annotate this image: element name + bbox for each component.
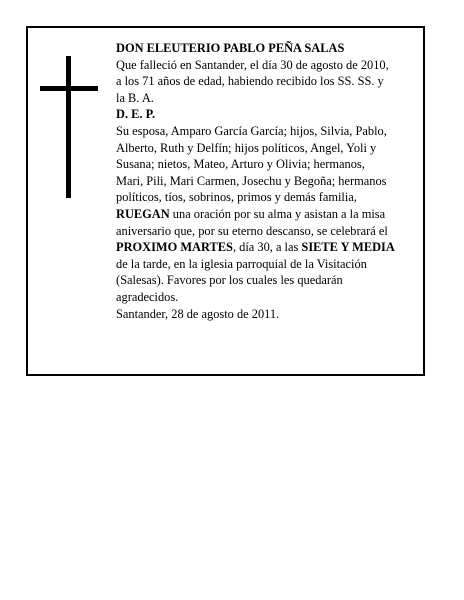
death-line-2: a los 71 años de edad, habiendo recibido los SS. SS. y	[116, 74, 384, 89]
proximo-martes: PROXIMO MARTES	[116, 240, 233, 255]
family-line-1: Su esposa, Amparo García García; hijos, Silvia, Pablo,	[116, 123, 387, 138]
proximo-martes-line	[116, 239, 422, 256]
deceased-name: DON ELEUTERIO PABLO PEÑA SALAS	[116, 41, 345, 55]
death-line-3: la B. A.	[116, 90, 154, 105]
cross-vertical-bar	[66, 56, 71, 198]
death-line-1: Que falleció en Santander, el día 30 de agosto de 2010,	[116, 57, 389, 72]
ruegan-line	[116, 206, 422, 223]
family-line-3: Susana; nietos, Mateo, Arturo y Olivia; hermanos,	[116, 157, 365, 172]
mass-line-2: de la tarde, en la iglesia parroquial de la Visitación	[116, 256, 367, 271]
mass-line-3: (Salesas). Favores por los cuales les quedarán	[116, 273, 343, 288]
cross-icon	[40, 56, 98, 198]
cross-horizontal-bar	[40, 86, 98, 91]
mass-line-1: aniversario que, por su eterno descanso, se celebrará el	[116, 223, 388, 238]
notice-text	[116, 40, 422, 322]
mass-line-4: agradecidos.	[116, 289, 179, 304]
family-line-5: políticos, tíos, sobrinos, primos y demás familia,	[116, 190, 357, 205]
siete-y-media: SIETE Y MEDIA	[301, 240, 395, 255]
ruegan-word: RUEGAN	[116, 206, 170, 221]
ruegan-rest: una oración por su alma y asistan a la misa	[169, 206, 386, 221]
family-line-2: Alberto, Ruth y Delfín; hijos políticos, Angel, Yoli y	[116, 140, 377, 155]
dep-line: D. E. P.	[116, 107, 156, 122]
day-text: , día 30, a las	[232, 240, 302, 255]
family-line-4: Mari, Pili, Mari Carmen, Josechu y Begoña; hermanos	[116, 173, 387, 188]
place-date: Santander, 28 de agosto de 2011.	[116, 306, 280, 321]
obituary-notice	[26, 26, 425, 376]
